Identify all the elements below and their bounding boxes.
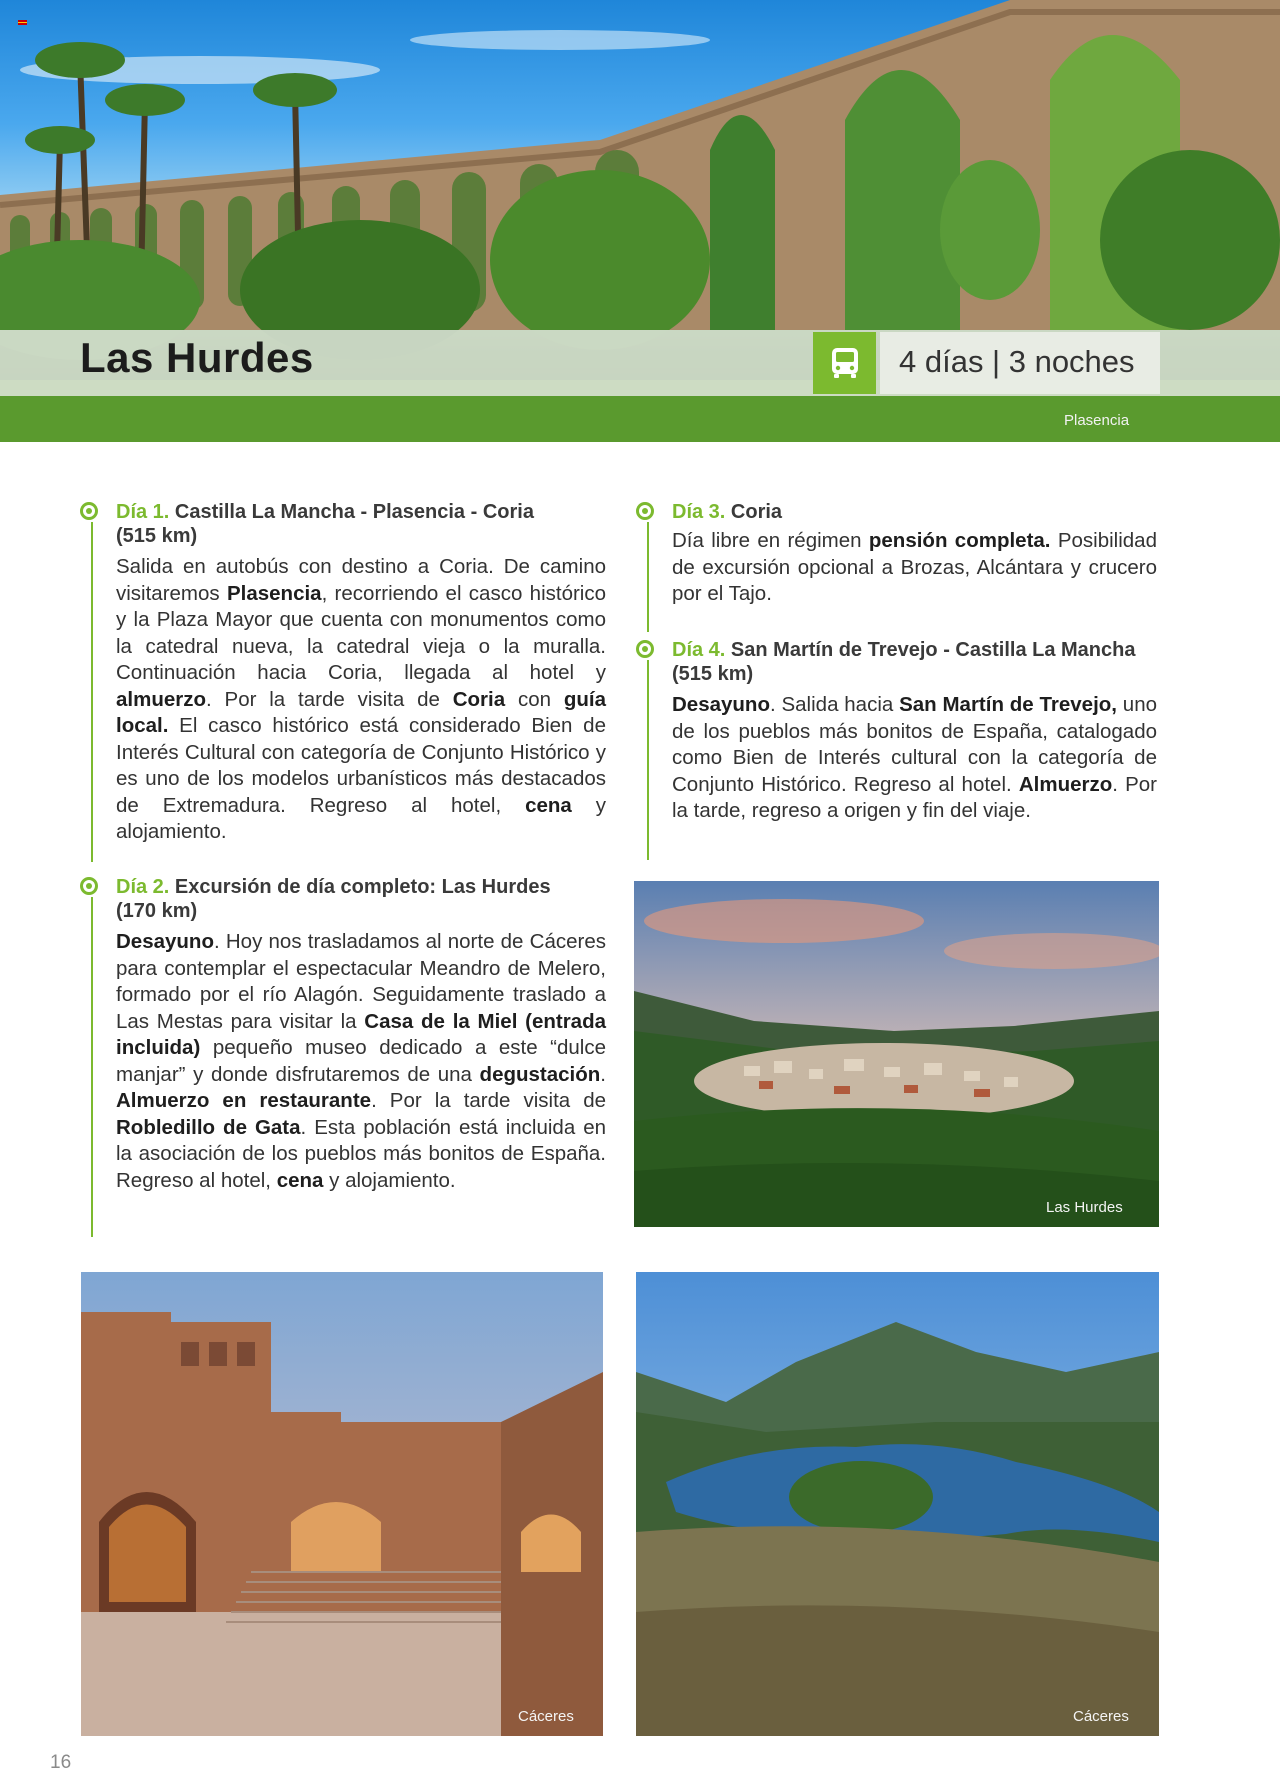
photo-caceres-1 bbox=[81, 1272, 603, 1736]
day-heading bbox=[672, 638, 1162, 686]
day-description bbox=[116, 929, 606, 1194]
flag-icon bbox=[18, 20, 27, 25]
day-number: Día 2. bbox=[116, 876, 170, 898]
body-text: . Hoy nos trasladamos al norte de Cáceres para contemplar el espectacular Meandro de Melero, formado por el río Alagón. Seguidamente traslado a Las Mestas para visitar la bbox=[116, 930, 606, 1033]
highlight-text: Desayuno bbox=[672, 693, 770, 716]
photo-las-hurdes bbox=[634, 881, 1159, 1227]
body-text: . Salida hacia bbox=[769, 693, 900, 716]
village-landscape-image bbox=[634, 881, 1159, 1227]
highlight-text: Casa de la Miel (entrada incluida) bbox=[116, 1009, 606, 1059]
body-text: pequeño museo dedicado a este “dulce manjar” y donde disfrutaremos de una bbox=[116, 1036, 606, 1086]
timeline-bullet-icon bbox=[80, 502, 98, 520]
transport-badge bbox=[813, 332, 876, 394]
highlight-text: almuerzo bbox=[116, 687, 206, 711]
highlight-text: degustación bbox=[479, 1062, 601, 1086]
day-number: Día 4. bbox=[672, 639, 726, 661]
photo-caption: Plasencia bbox=[1064, 412, 1130, 429]
timeline-bullet-icon bbox=[636, 502, 654, 520]
body-text: y alojamiento. bbox=[323, 1168, 456, 1192]
highlight-text: guía local. bbox=[116, 687, 606, 737]
page-title: Las Hurdes bbox=[80, 334, 314, 381]
day-number: Día 3. bbox=[672, 501, 726, 523]
body-text: . bbox=[600, 1062, 606, 1086]
river-meander-image bbox=[636, 1272, 1159, 1736]
timeline-rail bbox=[647, 660, 649, 860]
day-title: Castilla La Mancha - Plasencia - Coria bbox=[174, 501, 534, 523]
photo-caption: Cáceres bbox=[518, 1708, 574, 1725]
body-text: El casco histórico está considerado Bien de Interés Cultural con categoría de Conjunto Histórico y es uno de los modelos urbanísticos más destacados de Extremadura. Regreso al hotel, bbox=[116, 714, 606, 817]
highlight-text: pensión completa. bbox=[868, 529, 1051, 552]
timeline-bullet-icon bbox=[80, 877, 98, 895]
body-text: con bbox=[505, 687, 564, 711]
highlight-text: Plasencia bbox=[226, 581, 322, 605]
trip-duration: 4 días | 3 noches bbox=[899, 344, 1135, 379]
photo-caption: Cáceres bbox=[1073, 1708, 1129, 1725]
timeline-bullet-icon bbox=[636, 640, 654, 658]
body-text: y alojamiento. bbox=[116, 793, 607, 843]
body-text: Día libre en régimen bbox=[672, 529, 869, 552]
highlight-text: Desayuno bbox=[116, 930, 214, 953]
day-distance: (515 km) bbox=[116, 525, 198, 547]
photo-caceres-2 bbox=[636, 1272, 1159, 1736]
day-heading bbox=[116, 875, 606, 923]
day-distance: (170 km) bbox=[116, 900, 198, 922]
caceres-old-town-image bbox=[81, 1272, 603, 1736]
body-text: Salida en autobús con destino a Coria. De camino visitaremos bbox=[116, 555, 606, 605]
timeline-rail bbox=[91, 897, 93, 1237]
day-title: Excursión de día completo: Las Hurdes bbox=[174, 876, 551, 898]
day-description bbox=[672, 692, 1157, 825]
photo-caption: Las Hurdes bbox=[1046, 1199, 1123, 1216]
highlight-text: Coria bbox=[452, 687, 506, 711]
day-title: Coria bbox=[730, 501, 783, 523]
highlight-text: cena bbox=[525, 793, 572, 817]
body-text: . Esta población está incluida en la asociación de los pueblos más bonitos de España. Regreso al hotel, bbox=[116, 1115, 607, 1192]
highlight-text: Almuerzo en restaurante bbox=[116, 1089, 372, 1112]
page-number: 16 bbox=[50, 1752, 72, 1773]
day-number: Día 1. bbox=[116, 501, 170, 523]
body-text: . Por la tarde, regreso a origen y fin del viaje. bbox=[672, 772, 1157, 822]
day-heading bbox=[672, 500, 1162, 524]
body-text: uno de los pueblos más bonitos de España, catalogado como Bien de Interés cultural con la categoría de Conjunto Histórico. Regreso al hotel. bbox=[672, 693, 1158, 796]
day-heading bbox=[116, 500, 606, 548]
day-description bbox=[672, 528, 1157, 608]
bus-icon bbox=[827, 345, 863, 381]
body-text: . Por la tarde visita de bbox=[371, 1089, 607, 1112]
day-title: San Martín de Trevejo - Castilla La Mancha bbox=[730, 639, 1136, 661]
highlight-text: Robledillo de Gata bbox=[116, 1115, 301, 1139]
body-text: , recorriendo el casco histórico y la Plaza Mayor que cuenta con monumentos como la catedral nueva, la catedral vieja o la muralla. Continuación hacia Coria, llegada al hotel y bbox=[116, 581, 606, 684]
highlight-text: Almuerzo bbox=[1018, 772, 1113, 796]
timeline-rail bbox=[647, 522, 649, 632]
body-text: Posibilidad de excursión opcional a Brozas, Alcántara y crucero por el Tajo. bbox=[672, 529, 1157, 605]
highlight-text: San Martín de Trevejo, bbox=[899, 693, 1117, 716]
day-distance: (515 km) bbox=[672, 663, 754, 685]
highlight-text: cena bbox=[276, 1168, 324, 1192]
body-text: . Por la tarde visita de bbox=[206, 687, 453, 711]
day-description bbox=[116, 554, 606, 846]
timeline-rail bbox=[91, 522, 93, 862]
